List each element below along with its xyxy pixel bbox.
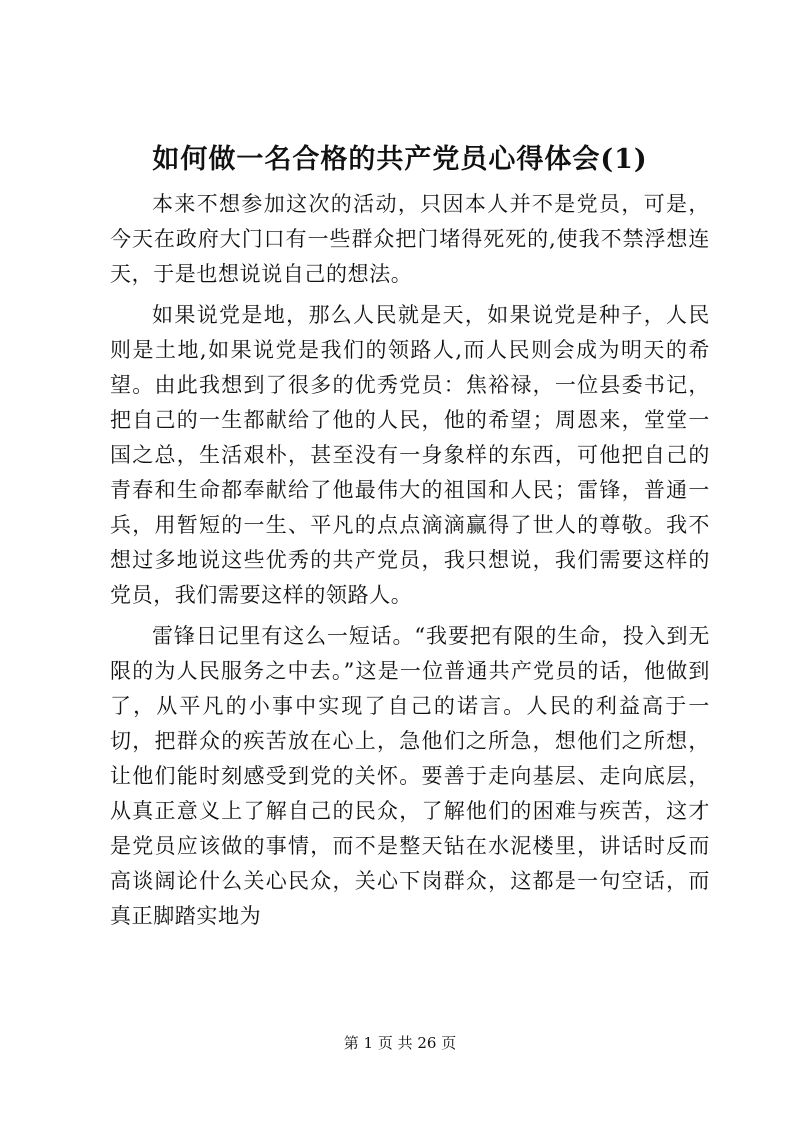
paragraph-2: 如果说党是地，那么人民就是天，如果说党是种子，人民则是土地,如果说党是我们的领路人,而人民则会成为明天的希望。由此我想到了很多的优秀党员：焦裕禄，一位县委书记，把自己的一生都献给了他的人民，他的希望；周恩来，堂堂一国之总，生活艰朴，甚至没有一身象样的东西，可他把自己的青春和生命都奉献给了他最伟大的祖国和人民；雷锋，普通一兵，用暂短的一生、平凡的点点滴滴赢得了世人的尊敬。我不想过多地说这些优秀的共产党员，我只想说，我们需要这样的党员，我们需要这样的领路人。 xyxy=(110,303,710,607)
document-title: 如何做一名合格的共产党员心得体会(1) xyxy=(152,144,648,175)
document-body xyxy=(110,187,710,934)
page-number-footer: 第 1 页 共 26 页 xyxy=(343,1034,457,1052)
paragraph-3: 雷锋日记里有这么一短话。“我要把有限的生命，投入到无限的为人民服务之中去。”这是一位普通共产党员的话，他做到了，从平凡的小事中实现了自己的诺言。人民的利益高于一切，把群众的疾苦放在心上，急他们之所急，想他们之所想，让他们能时刻感受到党的关怀。要善于走向基层、走向底层，从真正意义上了解自己的民众，了解他们的困难与疾苦，这才是党员应该做的事情，而不是整天钻在水泥楼里，讲话时反而高谈阔论什么关心民众，关心下岗群众，这都是一句空话，而真正脚踏实地为 xyxy=(110,624,710,928)
paragraph-1: 本来不想参加这次的活动，只因本人并不是党员，可是，今天在政府大门口有一些群众把门堵得死死的,使我不禁浮想连天，于是也想说说自己的想法。 xyxy=(110,192,710,286)
